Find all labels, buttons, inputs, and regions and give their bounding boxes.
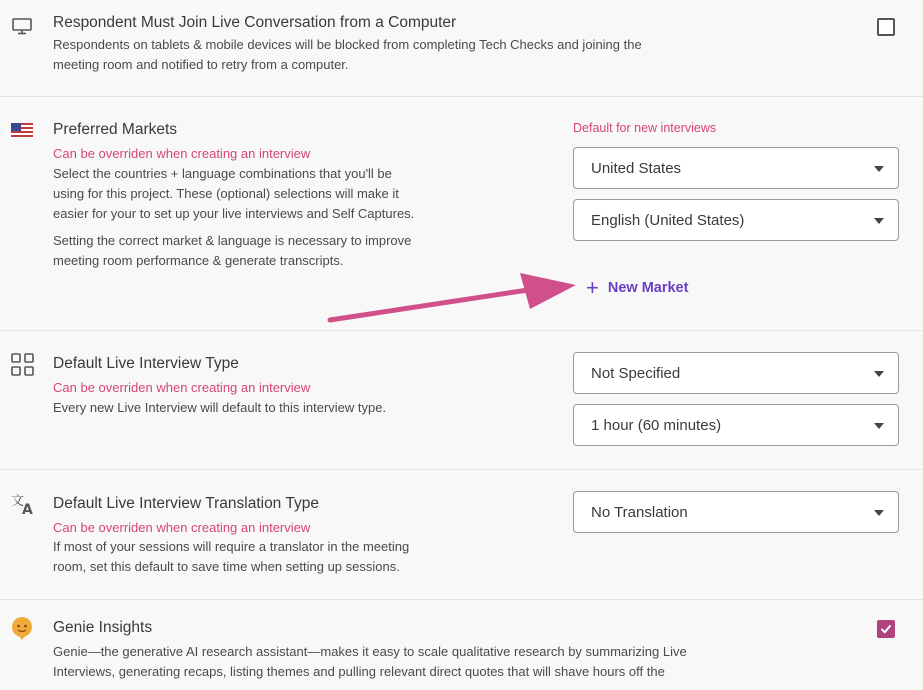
description-line: meeting room and notified to retry from a computer. (53, 57, 349, 72)
override-note: Can be overriden when creating an interview (53, 380, 311, 395)
description-line: room, set this default to save time when setting up sessions. (53, 559, 400, 574)
translation-type-select-value: No Translation (591, 504, 688, 521)
country-select[interactable] (573, 147, 899, 189)
svg-text:文: 文 (11, 494, 25, 509)
computer-requirement-checkbox[interactable] (877, 18, 895, 36)
description-line: If most of your sessions will require a translator in the meeting (53, 539, 410, 554)
chevron-down-icon (874, 218, 884, 224)
interview-type-select[interactable] (573, 352, 899, 394)
new-market-label: New Market (607, 280, 689, 296)
svg-text:A: A (22, 502, 33, 516)
translation-type-section (0, 470, 923, 600)
genie-insights-title: Genie Insights (53, 619, 153, 636)
new-market-button[interactable] (586, 277, 688, 299)
grid-icon (11, 353, 35, 382)
preferred-markets-title: Preferred Markets (53, 121, 178, 138)
language-select-value: English (United States) (591, 212, 745, 229)
computer-requirement-description (53, 35, 642, 75)
description-line: Genie—the generative AI research assistant—makes it easy to scale qualitative research by summarizing Live (53, 644, 687, 659)
interview-type-select-value: Not Specified (591, 365, 681, 382)
description-line: meeting room performance & generate transcripts. (53, 253, 344, 268)
us-flag-icon (11, 123, 33, 143)
translation-type-select[interactable] (573, 491, 899, 533)
language-select[interactable] (573, 199, 899, 241)
description-line: Interviews, generating recaps, listing themes and pulling relevant direct quotes that will shave hours off the (53, 664, 665, 679)
country-select-value: United States (591, 160, 682, 177)
description-line: easier for your to set up your live interviews and Self Captures. (53, 206, 415, 221)
chevron-down-icon (874, 423, 884, 429)
interview-duration-select[interactable] (573, 404, 899, 446)
default-for-new-interviews-label: Default for new interviews (573, 121, 717, 135)
chevron-down-icon (874, 166, 884, 172)
description-line: Respondents on tablets & mobile devices will be blocked from completing Tech Checks and joining the (53, 37, 642, 52)
override-note: Can be overriden when creating an interview (53, 520, 311, 535)
interview-type-description: Every new Live Interview will default to this interview type. (53, 400, 387, 415)
description-line: Setting the correct market & language is necessary to improve (53, 233, 412, 248)
translation-type-description (53, 537, 409, 577)
computer-requirement-title: Respondent Must Join Live Conversation from a Computer (53, 14, 457, 31)
interview-duration-select-value: 1 hour (60 minutes) (591, 417, 722, 434)
chevron-down-icon (874, 371, 884, 377)
genie-icon (11, 617, 33, 646)
translation-type-title: Default Live Interview Translation Type (53, 495, 319, 512)
override-note: Can be overriden when creating an interview (53, 146, 311, 161)
computer-requirement-section (0, 0, 923, 97)
translate-icon (11, 492, 37, 521)
plus-icon: + (586, 275, 599, 300)
description-line: using for this project. These (optional) selections will make it (53, 186, 399, 201)
chevron-down-icon (874, 510, 884, 516)
interview-type-title: Default Live Interview Type (53, 355, 239, 372)
monitor-icon (11, 17, 33, 40)
genie-insights-checkbox[interactable] (877, 620, 895, 638)
description-line: Select the countries + language combinations that you'll be (53, 166, 392, 181)
preferred-markets-description (53, 164, 414, 271)
genie-insights-description (53, 642, 687, 682)
